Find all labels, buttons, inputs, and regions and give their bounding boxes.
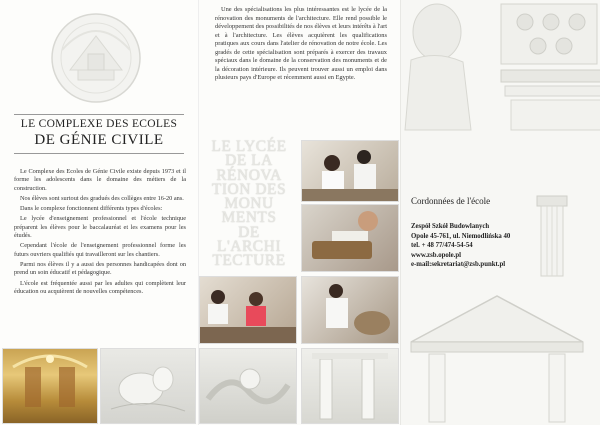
vertical-title-line: DE <box>238 223 260 241</box>
contact-heading: Cordonnées de l'école <box>411 196 491 206</box>
photo-hallway <box>2 348 98 424</box>
vertical-title-line: MENTS <box>221 209 277 227</box>
vertical-title-line: DE LA <box>225 152 273 170</box>
renovation-paragraph: Une des spécialisations les plus intéressantes est le lycée de la rénovation des monuments de l'architecture. Elle rend possible le développement des possibilités de nos élèves et leurs intérêts à l'art et à l'architecture. Les élèves acquièrent les qualifications pratiques aux cours dans l'atelier de rénovation de notre école. Les gradés de cette spécialisation sont préparés à exercer des travaux spéciaux dans le domaine de la conservation des monuments et de la décoration intérieure. Ils peuvent trouver aussi un emploi dans plusieurs pays d'Europe et récemment aussi en Egypte. <box>215 6 387 82</box>
photo-sculpture-relief <box>100 348 196 424</box>
title-rule-bottom <box>14 153 184 154</box>
title-line-1: LE COMPLEXE DES ECOLES <box>20 118 178 130</box>
middle-panel <box>198 0 400 425</box>
title-line-2: DE GÉNIE CIVILE <box>34 132 164 148</box>
photo-sculpting <box>301 276 399 344</box>
vertical-title-line: TECTURE <box>212 252 286 269</box>
photo-students-workshop <box>301 140 399 202</box>
renovation-text <box>215 6 387 83</box>
right-panel <box>400 0 600 425</box>
vertical-title-line: MONU <box>224 195 274 212</box>
photo-classroom <box>199 276 297 344</box>
intro-paragraph: Le Complexe des Ecoles de Génie Civile existe depuis 1973 et il forme les adolescents dans le domaine des métiers de la construction. <box>14 168 186 192</box>
school-emblem <box>48 10 144 106</box>
school-name: Zespół Szkół Budowlanych <box>411 223 490 230</box>
intro-paragraph: Cependant l'école de l'enseignement professionnel forme les futurs ouvriers qualifiés qui travailleront sur les chantiers. <box>14 242 186 258</box>
contact-block <box>411 222 600 270</box>
school-website[interactable]: www.zsb.opole.pl <box>411 251 462 259</box>
vertical-title-line: RÉNOVA <box>216 166 282 184</box>
vertical-title-line: TION DES <box>211 180 287 198</box>
architecture-backdrop <box>401 0 600 425</box>
intro-paragraph: Le lycée d'enseignement professionnel et l'école technique préparent les élèves pour le baccalauréat et les examens pour les étudés. <box>14 215 186 240</box>
school-phone: tel. + 48 77/474-54-54 <box>411 242 473 250</box>
intro-paragraph: Nos élèves sont surtout des gradués des collèges entre 16-20 ans. <box>20 194 184 202</box>
intro-paragraph: Dans le complexe fonctionnent différents types d'écoles: <box>20 205 163 213</box>
photo-ornament-detail <box>199 348 297 424</box>
left-panel <box>0 0 198 425</box>
intro-text <box>14 168 186 298</box>
school-email[interactable]: e-mail:sekretariat@zsb.punkt.pl <box>411 261 506 269</box>
intro-paragraph: Parmi nos élèves il y a aussi des personnes handicapées dont on prend un soin éducatif et pédagogique. <box>14 260 186 277</box>
photo-columns <box>301 348 399 424</box>
vertical-title <box>199 140 299 268</box>
photo-restoration-work <box>301 204 399 272</box>
school-address: Opole 45-761, ul. Niemodlińska 40 <box>411 232 511 240</box>
intro-paragraph: L'école est fréquentée aussi par les adultes qui complètent leur éducation ou acquièrent de nouvelles compétences. <box>14 279 186 295</box>
vertical-title-line: L'ARCHI <box>217 237 281 255</box>
title-rule-top <box>14 114 184 115</box>
vertical-title-line: LE LYCÉE <box>211 138 287 155</box>
